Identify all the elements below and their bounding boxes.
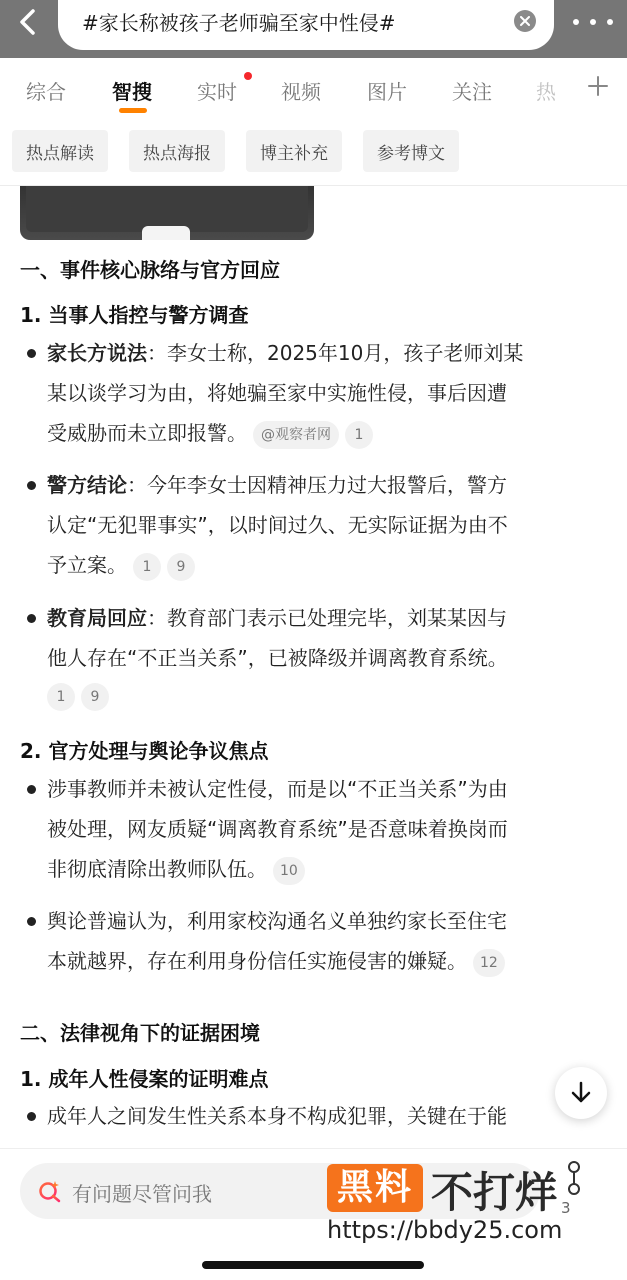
reference-number[interactable]: 12 [473, 949, 505, 977]
section-title: 一、事件核心脉络与官方回应 [20, 258, 280, 282]
bullet [27, 785, 36, 794]
chip-row [0, 116, 627, 186]
down-arrow-icon[interactable] [555, 1067, 607, 1119]
list-item-line: 成年人之间发生性关系本身不构成犯罪，关键在于能 [47, 1104, 507, 1128]
list-item-line: 受威胁而未立即报警。 @观察者网 1 [47, 420, 373, 449]
active-tab-indicator [119, 108, 147, 113]
list-item-line: 被处理，网友质疑“调离教育系统”是否意味着换岗而 [47, 817, 508, 841]
chip-hot-poster[interactable]: 热点海报 [129, 130, 225, 172]
bullet [27, 481, 36, 490]
reference-number[interactable]: 1 [345, 421, 373, 449]
more-dots-icon[interactable] [573, 10, 613, 34]
reference-number[interactable]: 1 [47, 683, 75, 711]
subsection-title: 1. 当事人指控与警方调查 [20, 303, 249, 327]
tab-images[interactable]: 图片 [367, 80, 407, 104]
top-bar [0, 0, 627, 58]
list-item-line: 认定“无犯罪事实”，以时间过久、无实际证据为由不 [47, 513, 508, 537]
bullet [27, 614, 36, 623]
list-item-line: 非彻底清除出教师队伍。 10 [47, 856, 305, 885]
search-field[interactable] [58, 0, 554, 50]
ask-sparkle-icon [38, 1179, 62, 1203]
watermark-title: 不打烊 [431, 1168, 558, 1217]
list-item-line: 予立案。 1 9 [47, 552, 195, 581]
chip-hot-interpretation[interactable]: 热点解读 [12, 130, 108, 172]
tab-realtime[interactable]: 实时 [197, 80, 237, 104]
bullet [27, 349, 36, 358]
reference-number[interactable]: 9 [81, 683, 109, 711]
tab-video[interactable]: 视频 [281, 80, 321, 104]
tab-smart-search[interactable]: 智搜 [112, 80, 152, 104]
watermark-url: https://bbdy25.com [327, 1216, 563, 1244]
watermark [327, 1160, 627, 1250]
watermark-logo-box: 黑料 [327, 1164, 423, 1212]
tab-hot[interactable]: 热 [536, 80, 556, 104]
list-item-line: 舆论普遍认为，利用家校沟通名义单独约家长至住宅 [47, 909, 507, 933]
tab-following[interactable]: 关注 [452, 80, 492, 104]
bullet [27, 917, 36, 926]
source-tag[interactable]: @观察者网 [253, 421, 339, 449]
tab-comprehensive[interactable]: 综合 [26, 80, 66, 104]
list-item-line: 本就越界，存在利用身份信任实施侵害的嫌疑。 12 [47, 948, 505, 977]
image-thumbnail[interactable] [20, 186, 314, 240]
subsection-title: 2. 官方处理与舆论争议焦点 [20, 739, 269, 763]
list-item-line: 某以谈学习为由，将她骗至家中实施性侵，事后因遭 [47, 381, 507, 405]
reference-number[interactable]: 10 [273, 857, 305, 885]
list-item-line: 家长方说法：李女士称，2025年10月，孩子老师刘某 [47, 341, 524, 365]
home-indicator [202, 1261, 424, 1269]
search-query-text: #家长称被孩子老师骗至家中性侵# [82, 11, 396, 35]
clear-icon[interactable] [514, 10, 536, 32]
chip-blogger-supplement[interactable]: 博主补充 [246, 130, 342, 172]
section-title: 二、法律视角下的证据困境 [20, 1021, 260, 1045]
back-arrow-icon[interactable] [12, 6, 44, 38]
subsection-title: 1. 成年人性侵案的证明难点 [20, 1067, 269, 1091]
list-item-line: 他人存在“不正当关系”，已被降级并调离教育系统。 [47, 646, 508, 670]
list-item-line: 警方结论：今年李女士因精神压力过大报警后，警方 [47, 473, 507, 497]
share-count: 3 [561, 1199, 571, 1217]
plus-icon[interactable] [586, 74, 610, 98]
reference-number[interactable]: 9 [167, 553, 195, 581]
list-item-line: 涉事教师并未被认定性侵，而是以“不正当关系”为由 [47, 777, 508, 801]
chip-reference-posts[interactable]: 参考博文 [363, 130, 459, 172]
reference-number[interactable]: 1 [133, 553, 161, 581]
ask-placeholder: 有问题尽管问我 [72, 1182, 212, 1206]
reference-row [47, 683, 109, 711]
tab-bar [0, 58, 627, 116]
list-item-line: 教育局回应：教育部门表示已处理完毕，刘某某因与 [47, 606, 507, 630]
notification-dot [244, 72, 252, 80]
bullet [27, 1112, 36, 1121]
